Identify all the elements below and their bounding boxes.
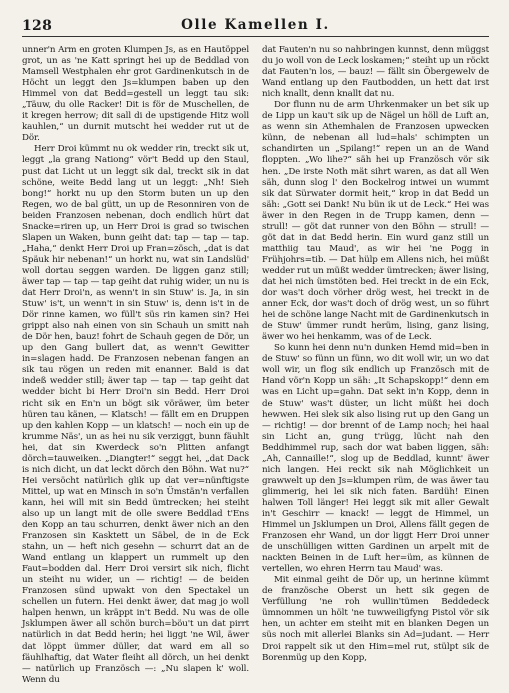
page-number: 128	[22, 18, 53, 34]
left-column	[22, 45, 249, 686]
paragraph: Dor flunn nu de arm Uhrkenmaker un bet sik up de Lipp un kau't sik up de Nägel un höll de Luft an, as wenn sin Athemhalen de Franzosen upwecken künn, de nebenan all lud=hals' schimpten un schandirten un „Spilang!“ repen un an de Wand floppten. „Wo lihe?“ säh hei up Französch vör sik hen. „De irste Noth mät sihrt waren, as dat all Wen säh, dunn slog l' den Bockelrog intwei un wummt sik dat Sürwater dormit heit,“ krop in dat Bedd un säh: „Gott sei Dank! Nu bün ik ut de Leck.“ Hei was äwer in den Regen in de Trupp kamen, denn — strull! — göt dat runner von den Böhn — strull! — göt dat in dat Bedd herin. Ein wurd ganz still un matthiig tau Maud', as wir hei 'ne Pogg in Frühjohrs=tib. — Dat hülp em Allens nich, hei müßt wedder rut un müßt wedder ümtrecken; äwer lising, dat hei nich ümstöten bed. Hei treckt in de ein Eck, dor was't doch vörher drög west, hei treckt in de anner Eck, dor was't doch of drög west, un so führt hei de schöne lange Nacht mit de Gardinenkutsch in de Stuw' ümmer rundt herüm, lising, ganz lising, äwer wo hei henkamm, was of de Leck.	[262, 100, 489, 343]
paragraph: So kunn hei denn nu'n dunken Hemd mid=ben in de Stuw' so fünn un fünn, wo dit woll wir, un wo dat woll wir, un flog sik endlich up Französch mit de Hand vör'n Kopp un säh: „It Schapskopp!“ denn em was en Licht up=gahn. Dat sekt in'n Kopp, denn in de Stuw' was't düster, un licht müßt hei doch hewwen. Hei slek sik also lising rut up den Gang un — richtig! — dor brennt of de Lamp noch; hei haal sin Licht an, gung t'rügg, lücht nah den Beddhimmel rup, sach dor wat baben liggen, säh: „Ah, Cannaille!“, slog up de Beddlad, kunnt' äwer nich langen. Hei reckt sik nah Möglichkeit un grawwelt up den Js=klumpen rüm, de was äwer tau glimmerig, hei lei sik nich faten. Bardüh! Einen halwen Toll länger! Hei leggt sik mit aller Gewalt in't Geschirr — knack! — leggt de Himmel, un Himmel un Jsklumpen un Droi, Allens fällt gegen de Franzosen ehr Wand, un dor liggt Herr Droi unner de unschülligen witten Gardinen un arpelt mit de nackten Beinen in de Luft her=üm, as künnen de vertellen, wo ehren Herrn tau Maud' was.	[262, 343, 489, 575]
running-title: Olle Kamellen I.	[181, 17, 330, 33]
text-columns	[22, 45, 489, 686]
paragraph: Herr Droi kümmt nu ok wedder rin, treckt sik ut, leggt „la grang Nationg“ vör't Bedd up den Staul, pust dat Licht ut un leggt sik dal, treckt sik in dat schöne, weite Bedd lang ut un leggt: „Nh! Sieh bong!“ horkt nu up den Storm buten un up den Regen, wo de bal gütt, un up de Resonniren von de beiden Franzosen nebenan, doch endlich hürt dat Snacke=riren up, un Herr Droi is grad so twischen Slapen un Waken, bunn geiht dat: tap — tap — tap. „Haha,“ denkt Herr Droi up Fran=zösch, „dat is dat Späuk hir nebenan!“ un horkt nu, wat sin Landslüd' woll dortau seggen warden. De liggen ganz still; äwer tap — tap — tap geiht dat ruhig wider, un nu is dat Herr Droi'n, as wenn't in sin Stuw' is. Ja, in sin Stuw' is't, un wenn't in sin Stuw' is, denn is't in de Dör rinne kamen, wo füll't süs rin kamen sin? Hei grippt also nah einen von sin Schauh un smitt nah de Dör hen, bauz! fohrt de Schauh gegen de Dör, un up den Gang bullert dat, as wenn't Gewitter in=slagen hadd. De Franzosen nebenan fangen an sik tau rögen un reden mit enanner. Bald is dat indeß wedder still; äwer tap — tap — tap geiht dat wedder bicht bi Herr Droi'n sin Bedd. Herr Droi richt sik en En'n un bögt sik vöräwer, üm beter hüren tau känen, — Klatsch! — fällt em en Druppen up den kahlen Kopp — un klatsch! — noch ein up de krumme Näs', un as hei nu sik verziggt, bunn fäuhlt hei, dat sin Kwerdeck so'n Plitten anfangt dörch=tauweiken. „Diangter!“ seggt hei, „dat Dack is nich dicht, un dat leckt dörch den Böhn. Wat nu?“ Hei versöcht natürlich glik up dat ver=nünftigste Mittel, up wat en Minsch in so'n Ümstän'n verfallen kann, hei will mit sin Bedd ümtrecken; hei steiht also up un langt mit de olle swere Beddlad t'Ens den Kopp an tau schurren, denkt äwer nich an den Franzosen sin Kasktett un Säbel, de in de Eck stahn, un — heft nich gesehn — schurrt dat an de Wand entlang un klappert un rummelt up den Faut=bodden dal. Herr Droi versirt sik nich, flicht un steiht nu wider, un — richtig! — de beiden Franzosen sünd upwakt von den Spectakel un schellen un futern. Hei denkt äwer, dat mag jo woll halpen henwn, un kräppt in't Bedd. Nu was de olle Jsklumpen äwer all schön burch=böu't un dat pirrt natürlich in dat Bedd herin; hei liggt 'ne Wil, äwer dat löppt ümmer düller, dat ward em all so fäuhlhaftig, dat Water fleiht all dörch, un hei denkt — natürlich up Französch —: „Nu slapen k' woll. Wenn du	[22, 144, 249, 685]
paragraph: unner'n Arm en groten Klumpen Js, as en Hautöppel grot, un as 'ne Katt springt hei up de Beddlad von Mamsell Westphalen ehr grot Gardinenkutsch in de Höcht un leggt den Js=klumpen baben up den Himmel von dat Bedd=gestell un leggt tau sik: „Täuw, du olle Racker! Dit is för de Muschellen, de it kregen herrow; dit sall di de upstigende Hitz woll kauhlen,“ un durnit mutscht hei wedder rut ut de Dör.	[22, 45, 249, 144]
page-header	[22, 14, 489, 37]
right-column	[262, 45, 489, 686]
paragraph: Mit einmal geiht de Dör up, un herinne kümmt de französche Oberst un hett sik gegen de Verfüllung 'ne roh wullin'tümen Beddedeck ümnommen un hölt 'ne tuwweiligfyng Pistol vör sik hen, un achter em steiht mit en blanken Degen un süs noch mit allerlei Blanks sin Ad=judant. — Herr Droi rappelt sik ut den Him=mel rut, stülpt sik de Borenmüg up den Kopp,	[262, 575, 489, 663]
paragraph: dat Fauten'n nu so nahbringen kunnst, denn müggst du jo woll von de Leck loskamen;“ steiht up un röckt dat Fauten'n los, — bauz! — fällt sin Öbergewelv de Wand entlang up den Fautbodden, un hett dat irst nich knallt, denn knallt dat nu.	[262, 45, 489, 100]
